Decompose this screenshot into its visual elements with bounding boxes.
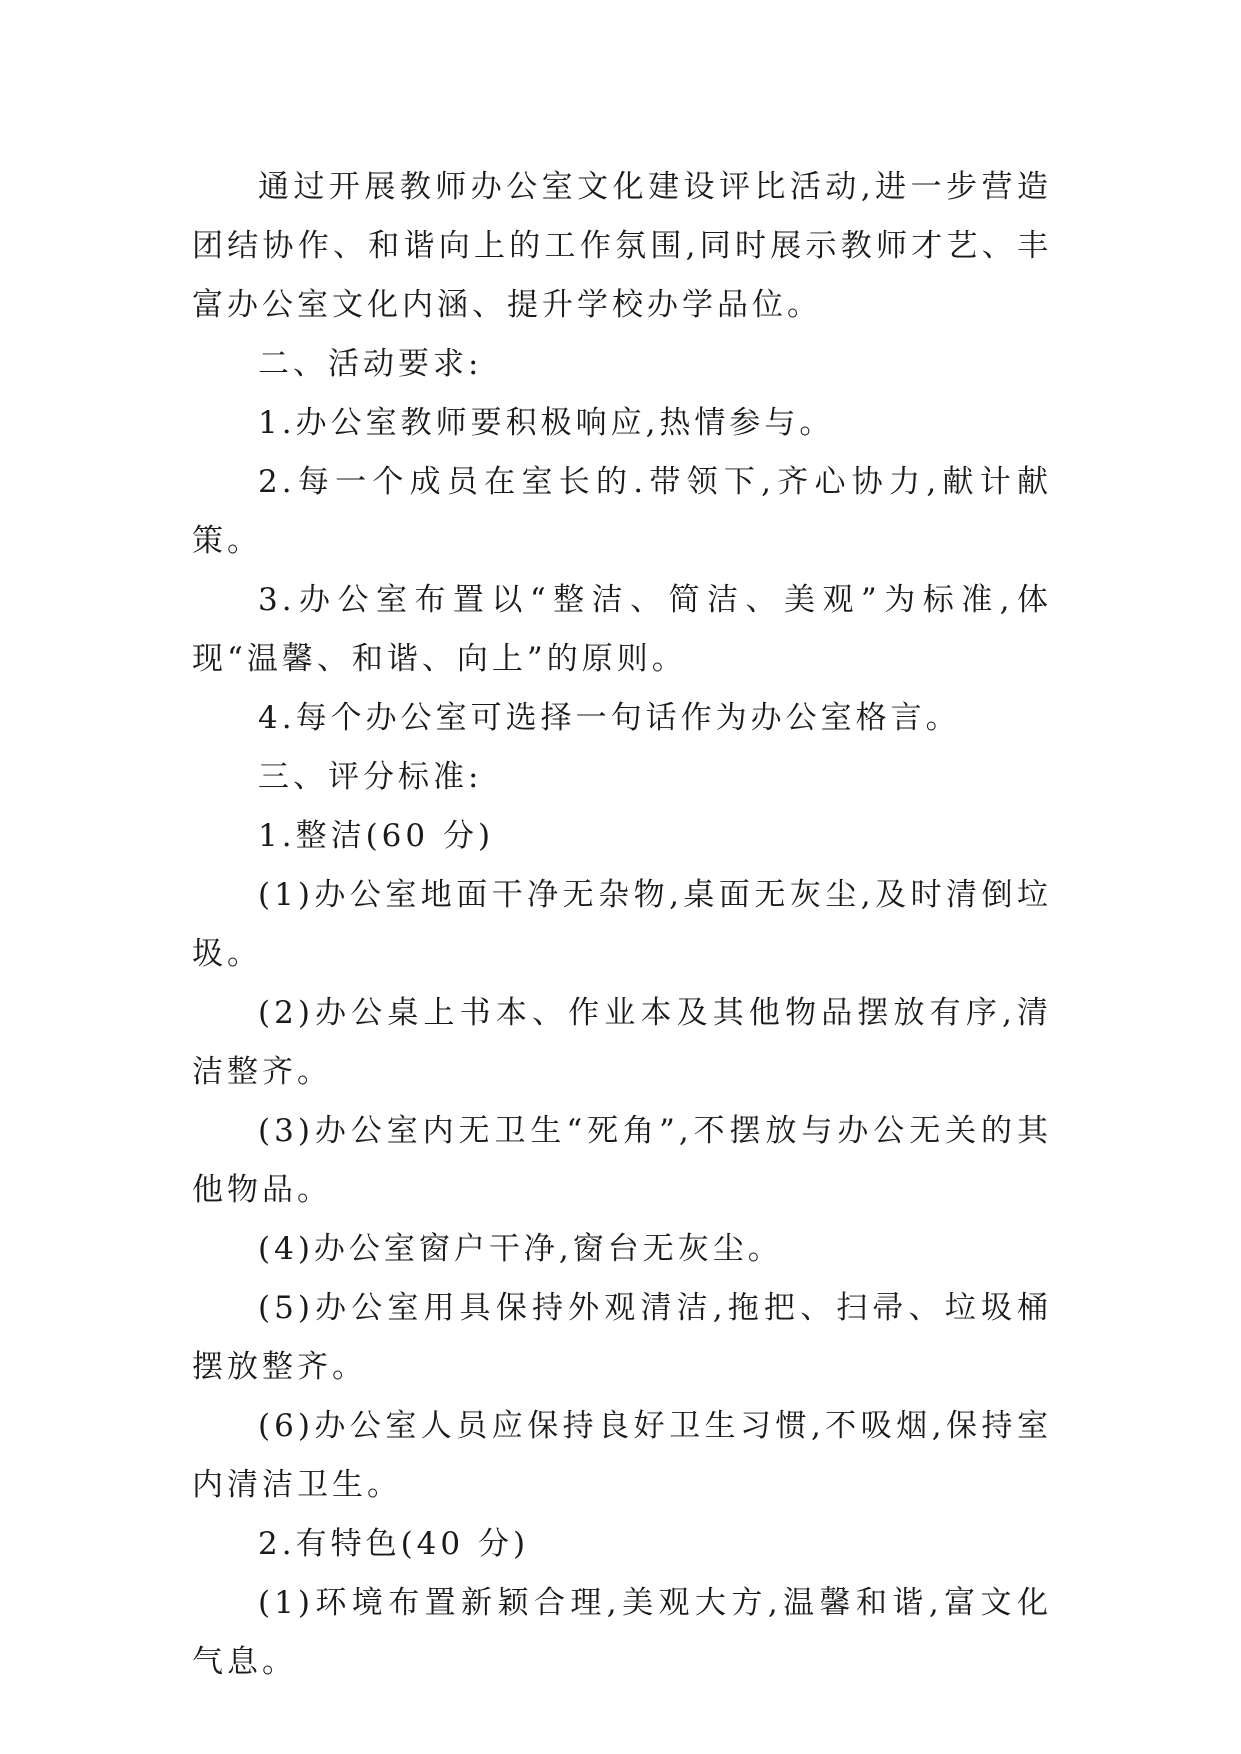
criteria-heading-distinctive: 2.有特色(40 分) [258,1526,530,1562]
requirement-item-4: 4.每个办公室可选择一句话作为办公室格言。 [258,700,961,736]
requirement-item-2: 2.每一个成员在室长的.带领下,齐心协力,献计献策。 [192,464,1052,559]
distinctive-item-1: (1)环境布置新颖合理,美观大方,温馨和谐,富文化气息。 [192,1585,1052,1680]
cleanliness-item-4: (4)办公室窗户干净,窗台无灰尘。 [258,1231,783,1267]
requirement-item-3: 3.办公室布置以“整洁、简洁、美观”为标准,体现“温馨、和谐、向上”的原则。 [192,582,1052,677]
section-heading-activity-requirements: 二、活动要求: [258,346,483,382]
cleanliness-item-5: (5)办公室用具保持外观清洁,拖把、扫帚、垃圾桶摆放整齐。 [192,1290,1052,1385]
cleanliness-item-2: (2)办公桌上书本、作业本及其他物品摆放有序,清洁整齐。 [192,995,1052,1090]
cleanliness-item-6: (6)办公室人员应保持良好卫生习惯,不吸烟,保持室内清洁卫生。 [192,1408,1052,1503]
intro-paragraph: 通过开展教师办公室文化建设评比活动,进一步营造团结协作、和谐向上的工作氛围,同时展示教师才艺、丰富办公室文化内涵、提升学校办学品位。 [192,169,1052,323]
section-heading-scoring-criteria: 三、评分标准: [258,759,483,795]
criteria-heading-cleanliness: 1.整洁(60 分) [258,818,495,854]
cleanliness-item-1: (1)办公室地面干净无杂物,桌面无灰尘,及时清倒垃圾。 [192,877,1052,972]
requirement-item-1: 1.办公室教师要积极响应,热情参与。 [258,405,835,441]
document-body [192,158,1052,1692]
cleanliness-item-3: (3)办公室内无卫生“死角”,不摆放与办公无关的其他物品。 [192,1113,1052,1208]
